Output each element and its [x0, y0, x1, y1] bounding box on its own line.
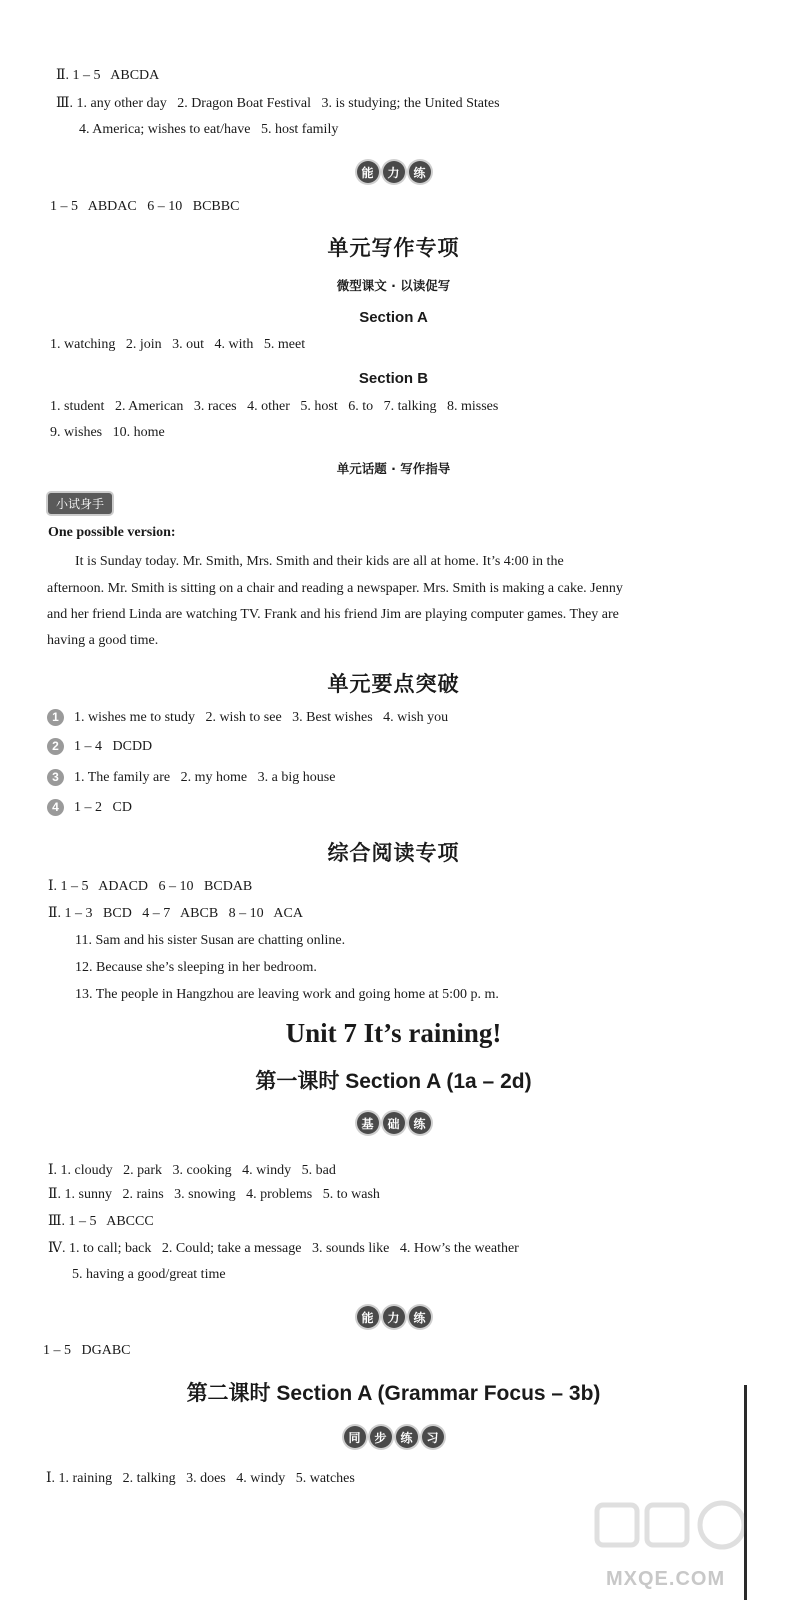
- answer-line: 4. America; wishes to eat/have 5. host family: [79, 122, 339, 137]
- basic-practice-badge: [0, 1112, 787, 1134]
- sync-practice-badge: [0, 1426, 787, 1448]
- answer-line: Ⅲ. 1. any other day 2. Dragon Boat Festival 3. is studying; the United States: [56, 96, 500, 111]
- badge-char: 练: [409, 1112, 431, 1134]
- essay-line: having a good time.: [47, 633, 159, 648]
- section-b-heading: Section B: [358, 370, 429, 387]
- essay-line: It is Sunday today. Mr. Smith, Mrs. Smith and their kids are all at home. It’s 4:00 in the: [75, 554, 564, 569]
- answer-line: 1 – 5 ABDAC 6 – 10 BCBBC: [50, 199, 240, 214]
- key-point-item: [47, 738, 152, 756]
- answer-line: 11. Sam and his sister Susan are chatting online.: [75, 933, 346, 948]
- answer-line: 9. wishes 10. home: [50, 425, 165, 440]
- badge-char: 练: [409, 1306, 431, 1328]
- key-point-item: [47, 709, 448, 727]
- badge-char: 力: [383, 1306, 405, 1328]
- key-point-text: 1 – 4 DCDD: [74, 739, 153, 754]
- badge-char: 础: [383, 1112, 405, 1134]
- badge-char: 练: [396, 1426, 418, 1448]
- answer-line: Ⅰ. 1 – 5 ADACD 6 – 10 BCDAB: [48, 879, 253, 894]
- badge-char: 基: [357, 1112, 379, 1134]
- key-point-item: [47, 769, 335, 787]
- answer-line: 1. student 2. American 3. races 4. other 5. host 6. to 7. talking 8. misses: [50, 399, 499, 414]
- number-circle: 1: [47, 709, 64, 726]
- badge-char: 能: [357, 161, 379, 183]
- subheading: 微型课文 · 以读促写: [336, 278, 451, 293]
- number-circle: 3: [47, 769, 64, 786]
- badge-char: 同: [344, 1426, 366, 1448]
- answer-line: Ⅲ. 1 – 5 ABCCC: [48, 1214, 154, 1229]
- section-title-reading: 综合阅读专项: [327, 840, 460, 865]
- watermark-text: MXQE.COM: [606, 1568, 726, 1590]
- answer-line: 1 – 5 DGABC: [43, 1343, 131, 1358]
- number-circle: 2: [47, 738, 64, 755]
- answer-line: Ⅱ. 1 – 3 BCD 4 – 7 ABCB 8 – 10 ACA: [48, 906, 303, 921]
- lesson-title: 第二课时 Section A (Grammar Focus – 3b): [186, 1382, 601, 1405]
- badge-char: 练: [409, 161, 431, 183]
- answer-line: Ⅰ. 1. cloudy 2. park 3. cooking 4. windy 5. bad: [48, 1163, 336, 1178]
- answer-line: Ⅱ. 1 – 5 ABCDA: [56, 68, 160, 83]
- answer-line: 5. having a good/great time: [72, 1267, 226, 1282]
- section-a-heading: Section A: [359, 309, 428, 326]
- badge-char: 能: [357, 1306, 379, 1328]
- unit-title: Unit 7 It’s raining!: [285, 1018, 502, 1048]
- subheading: 单元话题 · 写作指导: [336, 461, 451, 476]
- answer-line: 13. The people in Hangzhou are leaving work and going home at 5:00 p. m.: [75, 987, 499, 1002]
- key-point-text: 1 – 2 CD: [74, 800, 132, 815]
- section-title-key-points: 单元要点突破: [327, 671, 460, 696]
- badge-char: 力: [383, 161, 405, 183]
- ability-practice-badge: [0, 161, 787, 183]
- ability-practice-badge: [0, 1306, 787, 1328]
- answer-line: Ⅳ. 1. to call; back 2. Could; take a message 3. sounds like 4. How’s the weather: [48, 1241, 519, 1256]
- key-point-text: 1. The family are 2. my home 3. a big house: [74, 770, 336, 785]
- answer-line: 1. watching 2. join 3. out 4. with 5. meet: [50, 337, 306, 352]
- essay-line: afternoon. Mr. Smith is sitting on a chair and reading a newspaper. Mrs. Smith is making a cake. Jenny: [47, 581, 623, 596]
- answer-line: Ⅱ. 1. sunny 2. rains 3. snowing 4. problems 5. to wash: [48, 1187, 380, 1202]
- section-title-writing: 单元写作专项: [327, 235, 460, 260]
- answer-line: Ⅰ. 1. raining 2. talking 3. does 4. windy 5. watches: [46, 1471, 355, 1486]
- practice-tag: 小试身手: [48, 493, 112, 514]
- badge-char: 步: [370, 1426, 392, 1448]
- lesson-title: 第一课时 Section A (1a – 2d): [255, 1070, 532, 1093]
- number-circle: 4: [47, 799, 64, 816]
- essay-line: and her friend Linda are watching TV. Frank and his friend Jim are playing computer games. They are: [47, 607, 619, 622]
- badge-char: 习: [422, 1426, 444, 1448]
- version-label: One possible version:: [48, 525, 176, 540]
- key-point-text: 1. wishes me to study 2. wish to see 3. Best wishes 4. wish you: [74, 710, 449, 725]
- answer-line: 12. Because she’s sleeping in her bedroom.: [75, 960, 317, 975]
- key-point-item: [47, 799, 132, 817]
